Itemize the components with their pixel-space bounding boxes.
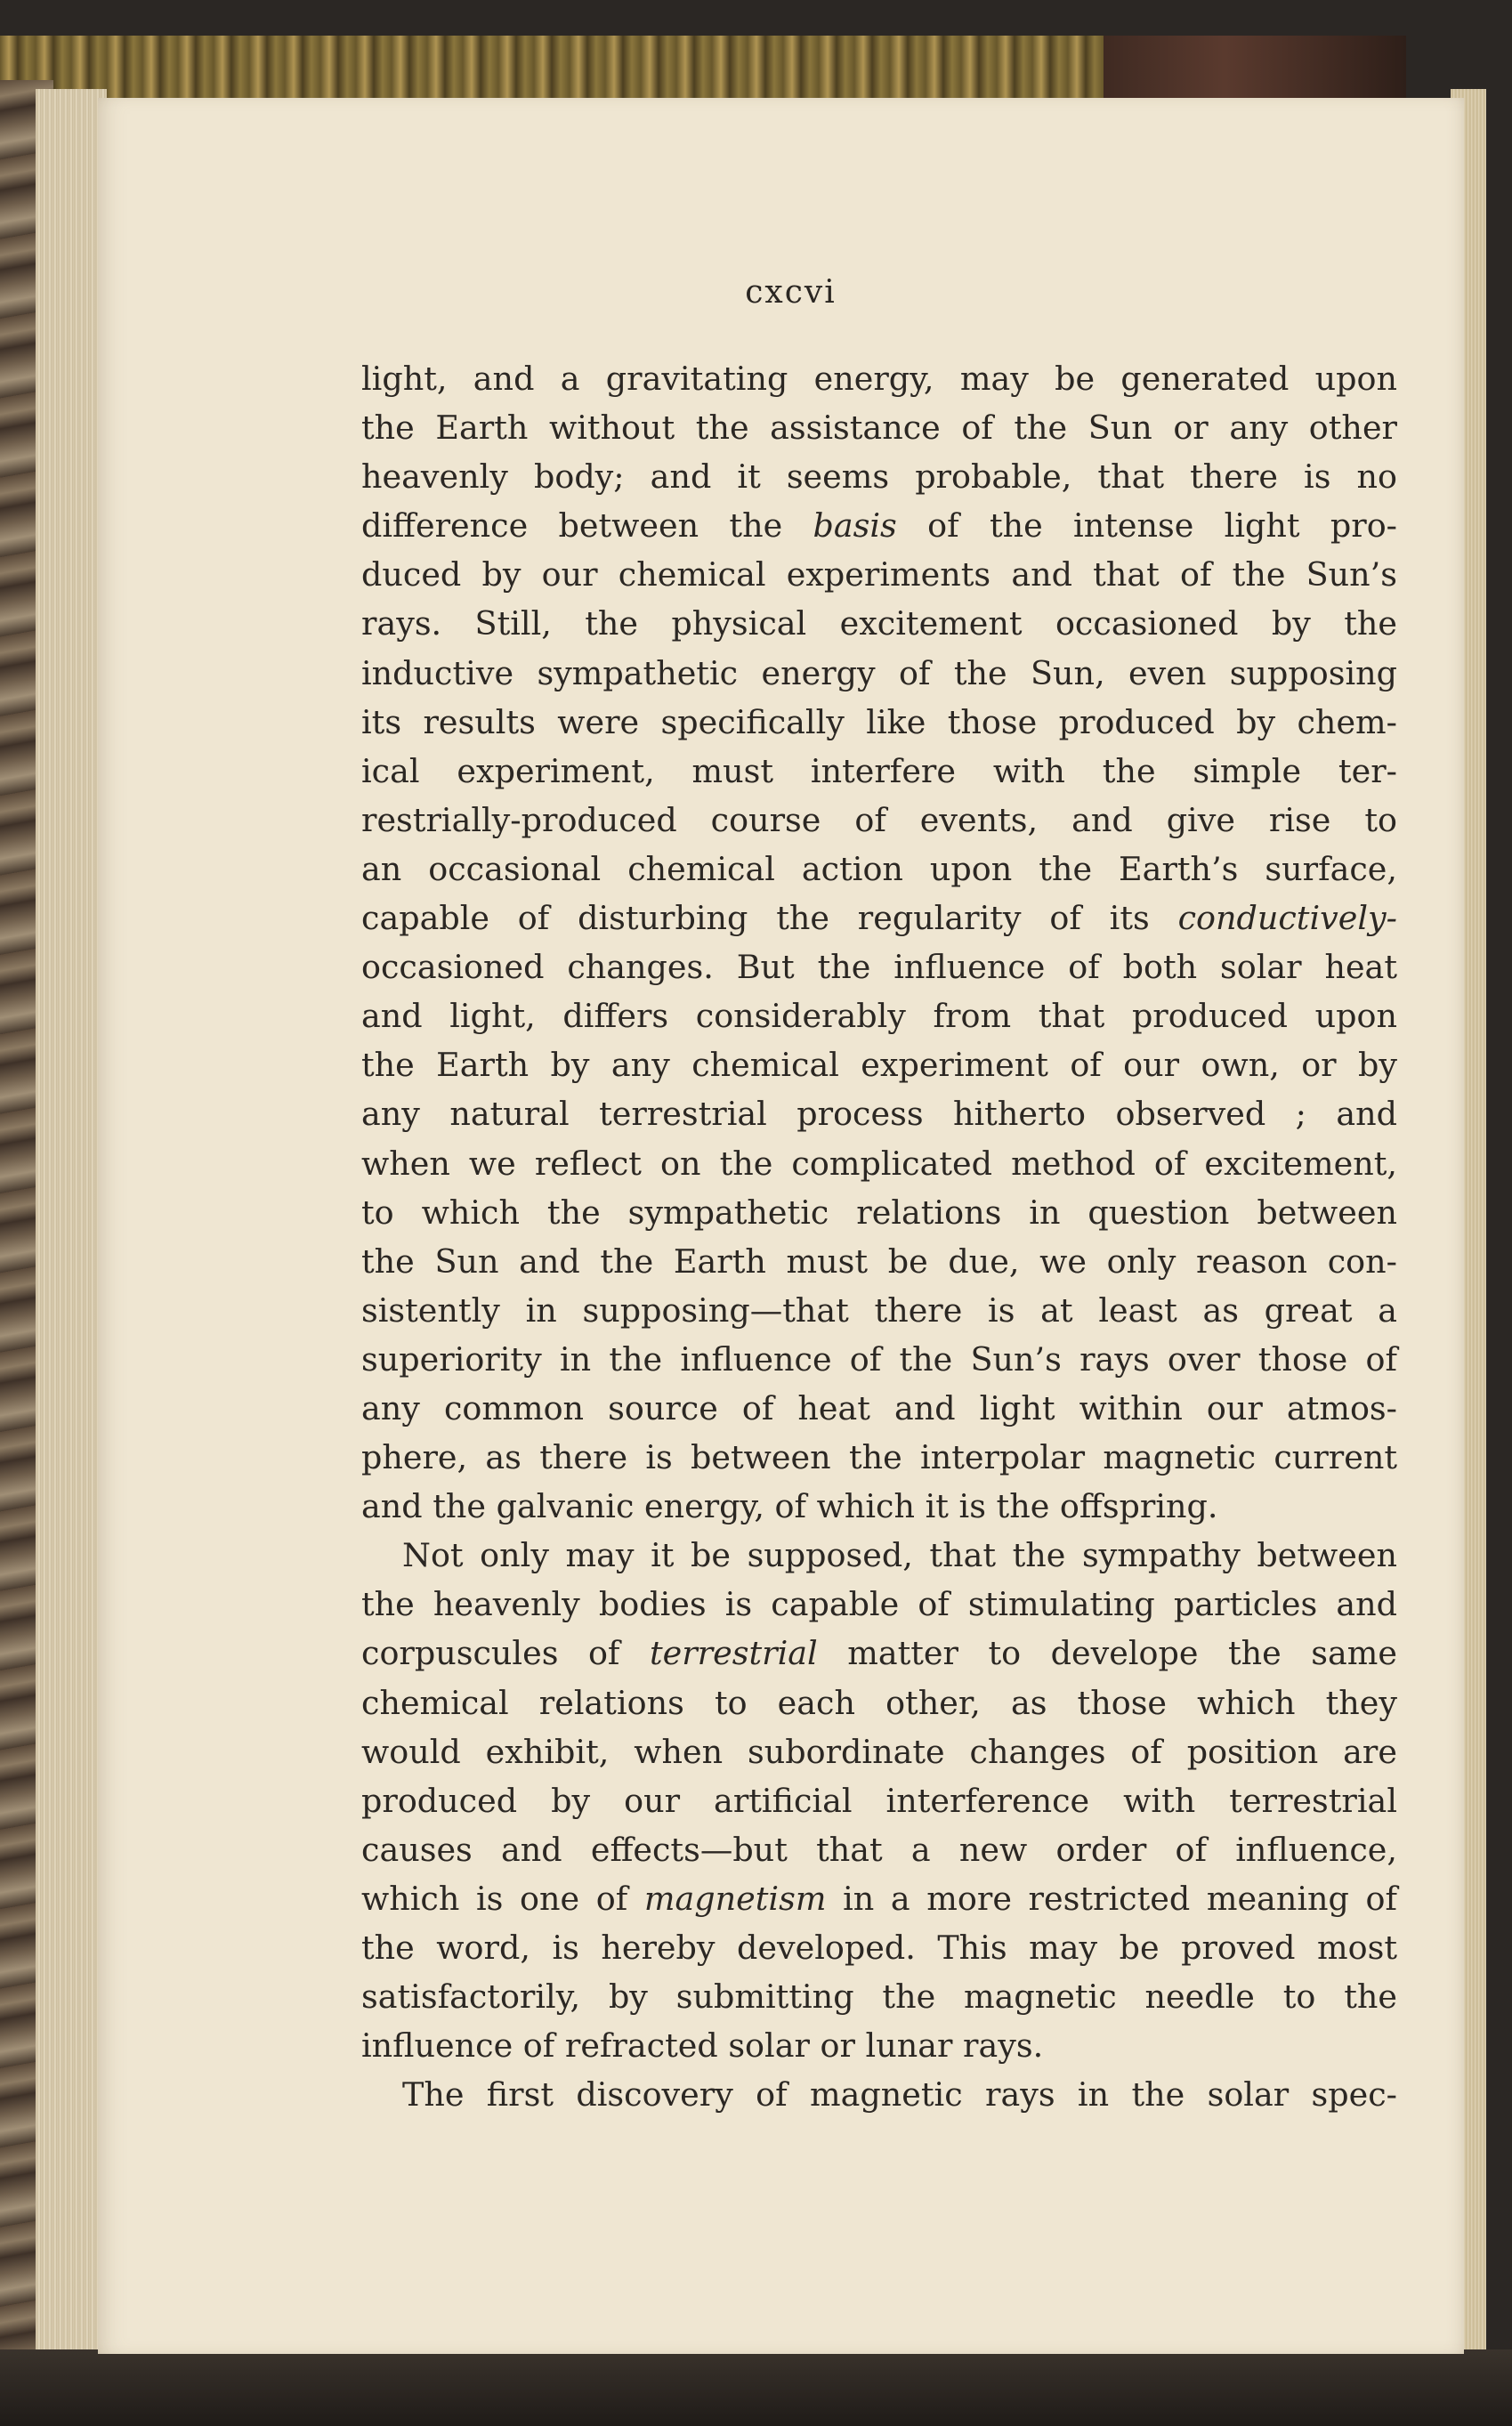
text-run: in a more restricted meaning of xyxy=(826,1879,1397,1918)
text-line: influence of refracted solar or lunar rays. xyxy=(361,2026,1044,2066)
text-line: its results were specifically like those produced by chem- xyxy=(361,702,1397,741)
text-line: the heavenly bodies is capable of stimulating particles and xyxy=(361,1585,1397,1624)
text-line: rays. Still, the physical excitement occasioned by the xyxy=(361,604,1397,643)
text-line: heavenly body; and it seems probable, that there is no xyxy=(361,457,1397,497)
text-line xyxy=(361,1629,1397,1678)
text-line: any natural terrestrial process hitherto observed ; and xyxy=(361,1095,1397,1134)
text-line: the word, is hereby developed. This may be proved most xyxy=(361,1929,1397,1967)
page-stack-left xyxy=(36,89,107,2349)
text-line xyxy=(361,1874,1397,1923)
text-line: the Earth by any chemical experiment of our own, or by xyxy=(361,1046,1397,1085)
text-line: the Earth without the assistance of the Sun or any other xyxy=(361,408,1397,448)
page-number: cxcvi xyxy=(745,274,837,311)
text-line: to which the sympathetic relations in question between xyxy=(361,1193,1397,1232)
text-run: which is one of xyxy=(361,1879,644,1918)
text-line: Not only may it be supposed, that the sympathy between xyxy=(402,1536,1397,1575)
book-page xyxy=(98,98,1464,2354)
text-line: light, and a gravitating energy, may be generated upon xyxy=(361,360,1397,398)
italic-text: magnetism xyxy=(643,1879,827,1918)
text-run: capable of disturbing the regularity of its xyxy=(361,899,1178,938)
text-run: of the intense light pro- xyxy=(896,506,1397,546)
text-line: phere, as there is between the interpolar magnetic current xyxy=(361,1438,1397,1477)
text-line: when we reflect on the complicated method of excitement, xyxy=(361,1144,1397,1183)
book-cover-corner xyxy=(1104,36,1406,107)
book-bottom-edge xyxy=(0,2349,1512,2426)
text-line: duced by our chemical experiments and that of the Sun’s xyxy=(361,555,1397,594)
text-line: an occasional chemical action upon the Earth’s surface, xyxy=(361,849,1397,888)
text-line: and the galvanic energy, of which it is the offspring. xyxy=(361,1487,1218,1526)
text-line: any common source of heat and light within our atmos- xyxy=(361,1388,1397,1427)
text-run: corpuscules of xyxy=(361,1634,650,1673)
italic-text: conductively- xyxy=(1177,899,1397,938)
text-line: restrially-produced course of events, and give rise to xyxy=(361,800,1397,839)
text-line xyxy=(361,501,1397,550)
text-line: superiority in the influence of the Sun’s rays over those of xyxy=(361,1339,1397,1379)
text-line xyxy=(361,894,1397,942)
text-run: matter to develope the same xyxy=(817,1634,1397,1673)
text-line: and light, differs considerably from that produced upon xyxy=(361,997,1397,1036)
text-line: sistently in supposing—that there is at least as great a xyxy=(361,1290,1397,1330)
text-line: occasioned changes. But the influence of both solar heat xyxy=(361,948,1397,987)
text-line: the Sun and the Earth must be due, we only reason con- xyxy=(361,1241,1397,1281)
italic-text: basis xyxy=(813,506,897,546)
text-run: difference between the xyxy=(361,506,813,546)
text-line: ical experiment, must interfere with the simple ter- xyxy=(361,751,1397,790)
text-line: causes and effects—but that a new order of influence, xyxy=(361,1830,1397,1869)
text-line: chemical relations to each other, as those which they xyxy=(361,1683,1397,1722)
text-line: The first discovery of magnetic rays in the solar spec- xyxy=(402,2075,1397,2115)
text-line: produced by our artificial interference with terrestrial xyxy=(361,1781,1397,1820)
italic-text: terrestrial xyxy=(649,1634,818,1673)
text-line: would exhibit, when subordinate changes of position are xyxy=(361,1732,1397,1771)
text-line: inductive sympathetic energy of the Sun, even supposing xyxy=(361,653,1397,692)
body-text xyxy=(361,354,1397,2119)
text-line: satisfactorily, by submitting the magnetic needle to the xyxy=(361,1977,1397,2017)
